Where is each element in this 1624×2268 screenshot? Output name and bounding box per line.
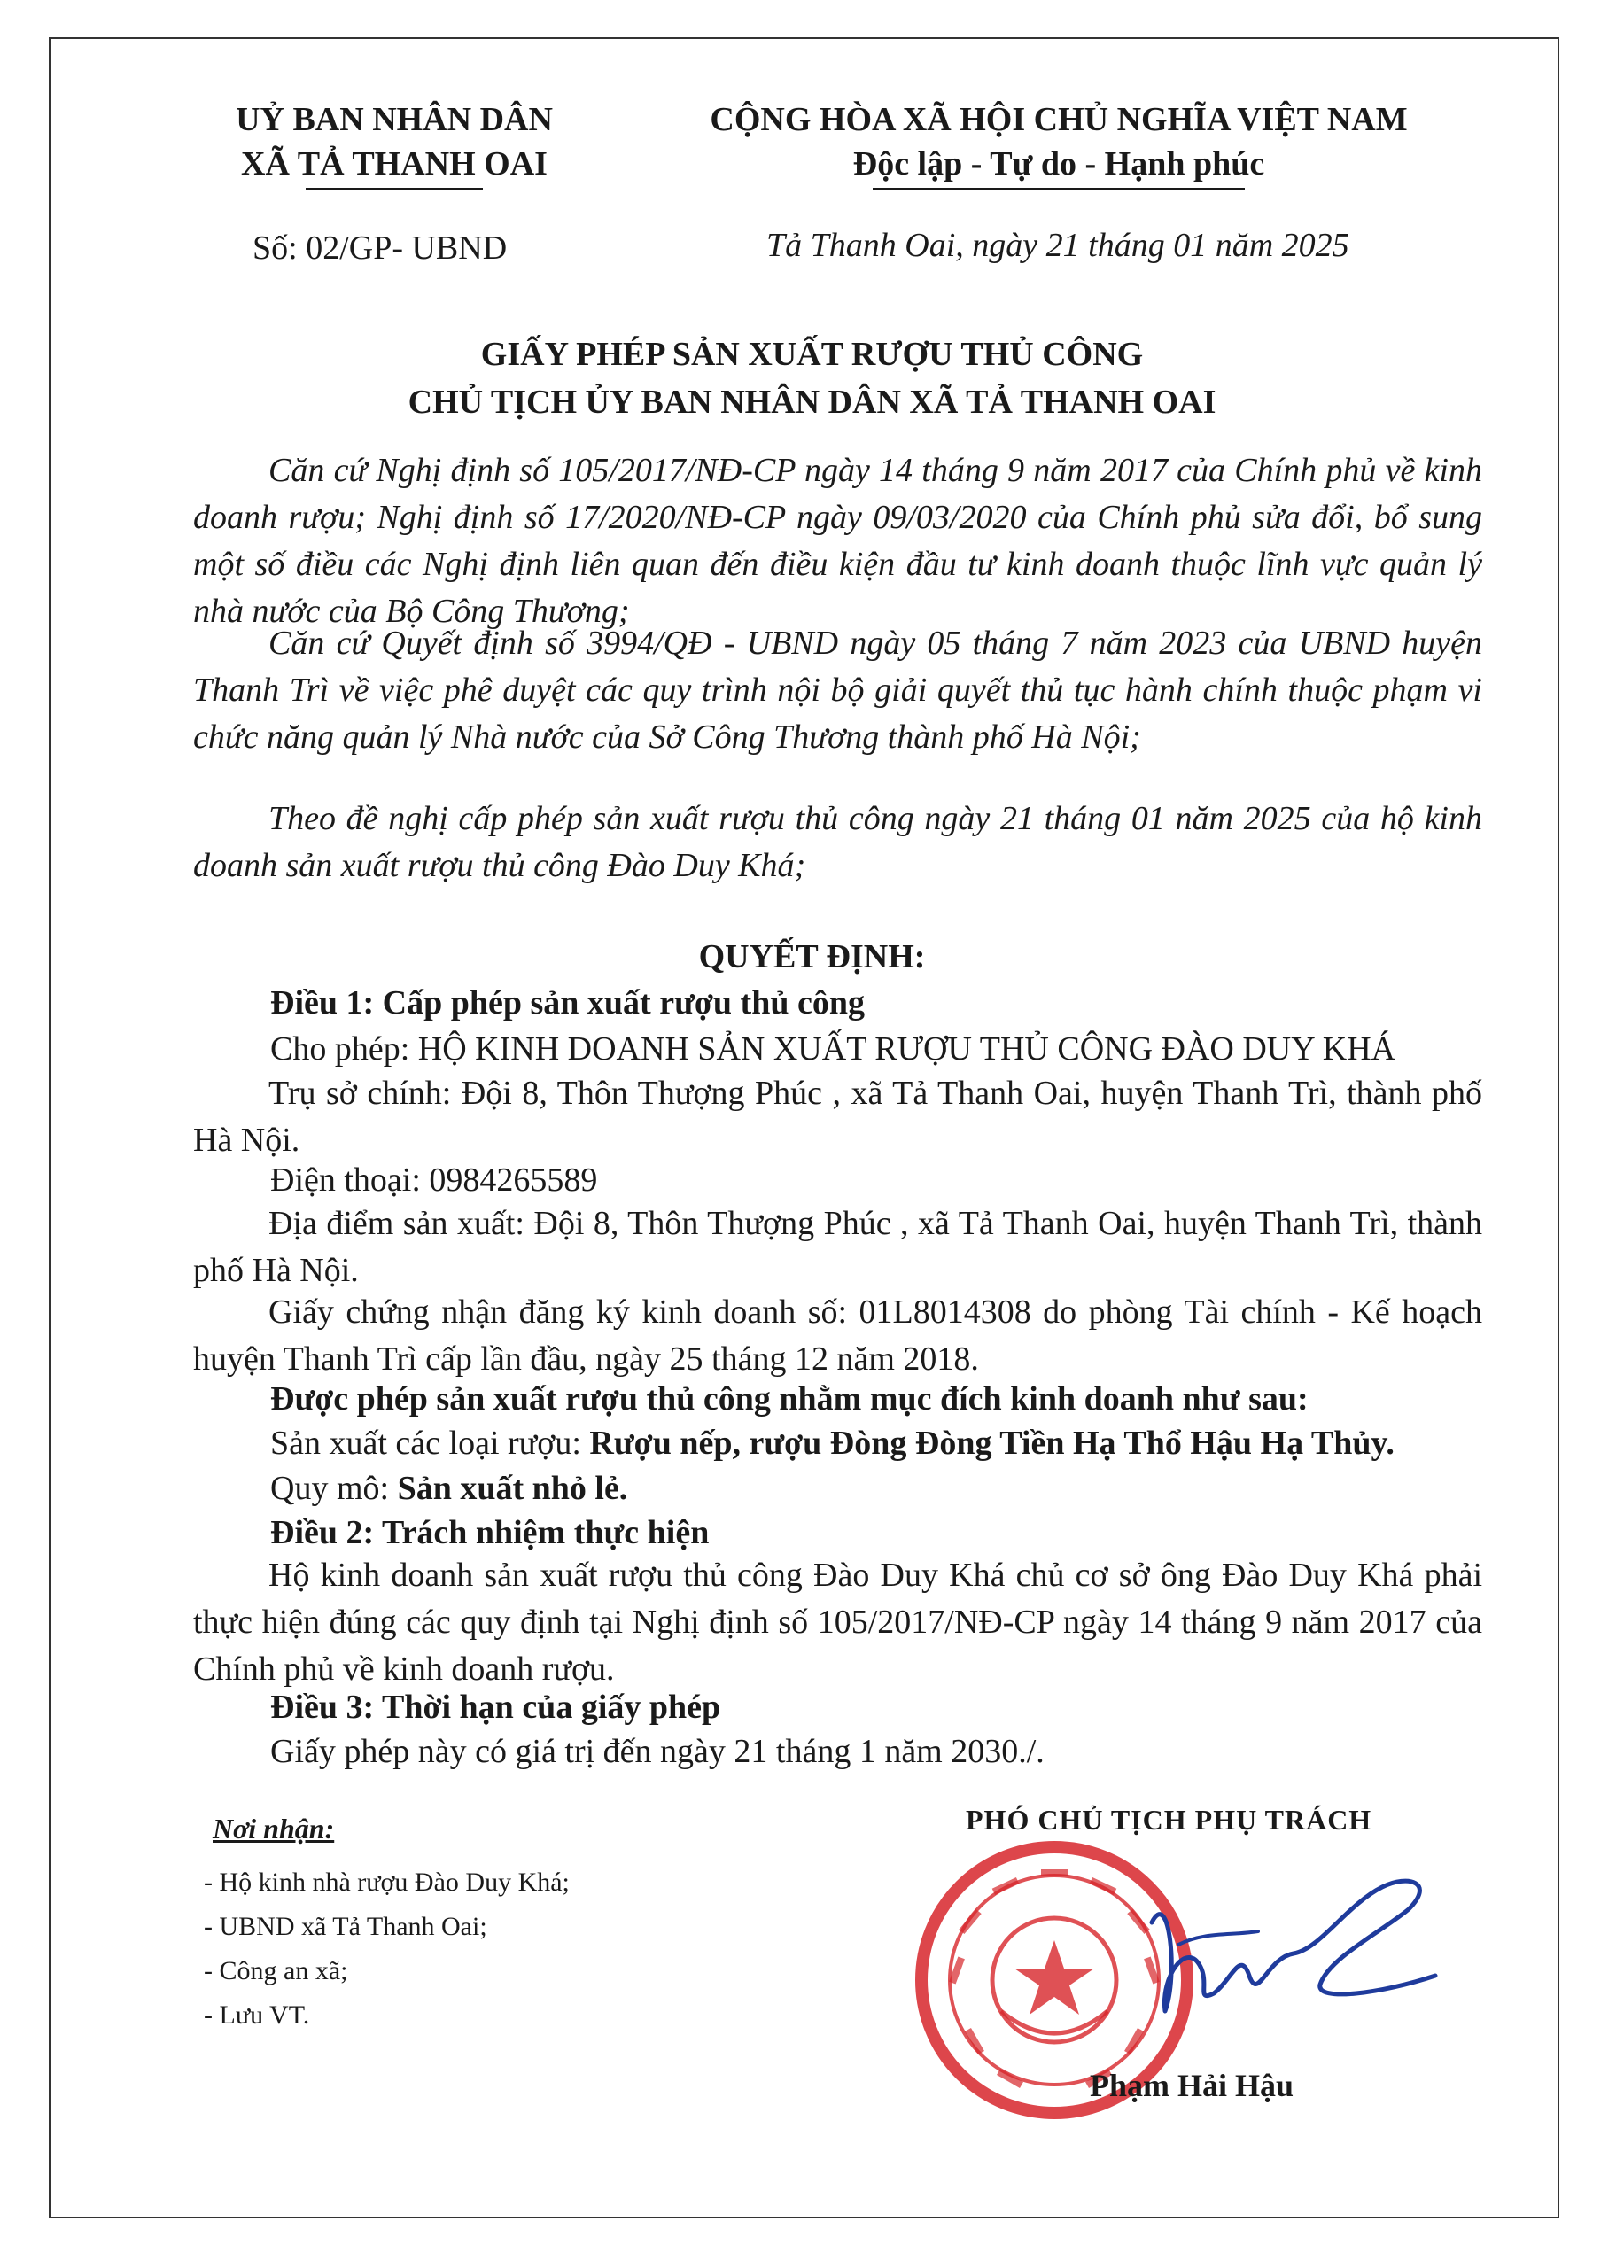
document-subtitle: CHỦ TỊCH ỦY BAN NHÂN DÂN XÃ TẢ THANH OAI [408,384,1216,421]
national-title: CỘNG HÒA XÃ HỘI CHỦ NGHĨA VIỆT NAM [710,101,1408,138]
handwritten-signature [1116,1869,1453,2047]
authority-line-2: XÃ TẢ THANH OAI [241,145,548,183]
phone-number: Điện thoại: 0984265589 [270,1161,598,1199]
issuing-authority [204,97,585,186]
national-motto: Độc lập - Tự do - Hạnh phúc [852,145,1265,183]
scale-label: Quy mô: [270,1470,398,1507]
article-2-title: Điều 2: Trách nhiệm thực hiện [270,1514,710,1551]
signer-title: PHÓ CHỦ TỊCH PHỤ TRÁCH [966,1804,1372,1836]
recipient-item: - Hộ kinh nhà rượu Đào Duy Khá; [204,1868,570,1897]
recipient-item: - Lưu VT. [204,2000,310,2030]
products-value: Rượu nếp, rượu Đòng Đòng Tiền Hạ Thổ Hậu Hạ Thủy. [589,1425,1395,1462]
article-3-title: Điều 3: Thời hạn của giấy phép [270,1689,721,1726]
signer-name: Phạm Hải Hậu [1090,2068,1294,2103]
products-line [270,1424,1395,1463]
business-certificate: Giấy chứng nhận đăng ký kinh doanh số: 01L8014308 do phòng Tài chính - Kế hoạch huyện Thanh Trì cấp lần đầu, ngày 25 tháng 12 năm 2018. [193,1293,1482,1378]
national-heading [651,97,1466,186]
scale-value: Sản xuất nhỏ lẻ. [397,1470,628,1507]
article-3-text: Giấy phép này có giá trị đến ngày 21 tháng 1 năm 2030./. [270,1733,1045,1770]
document-number: Số: 02/GP- UBND [253,229,508,267]
recipients-list [204,1860,570,2038]
production-site: Địa điểm sản xuất: Đội 8, Thôn Thượng Phúc , xã Tả Thanh Oai, huyện Thanh Trì, thành phố Hà Nội. [193,1205,1482,1289]
document-date: Tả Thanh Oai, ngày 21 tháng 01 năm 2025 [766,227,1349,264]
document-title: GIẤY PHÉP SẢN XUẤT RƯỢU THỦ CÔNG [480,336,1144,373]
headquarters-address: Trụ sở chính: Đội 8, Thôn Thượng Phúc , xã Tả Thanh Oai, huyện Thanh Trì, thành phố Hà Nội. [193,1075,1482,1159]
article-1-title: Điều 1: Cấp phép sản xuất rượu thủ công [270,984,865,1021]
products-label: Sản xuất các loại rượu: [270,1425,590,1462]
article-2-text: Hộ kinh doanh sản xuất rượu thủ công Đào Duy Khá chủ cơ sở ông Đào Duy Khá phải thực hiện đúng các quy định tại Nghị định số 105/2017/NĐ-CP ngày 14 tháng 9 năm 2017 của Chính phủ về kinh doanh rượu. [193,1557,1482,1688]
authority-line-1: UỶ BAN NHÂN DÂN [236,101,553,138]
preamble-paragraph-3: Theo đề nghị cấp phép sản xuất rượu thủ công ngày 21 tháng 01 năm 2025 của hộ kinh doanh sản xuất rượu thủ công Đào Duy Khá; [193,800,1482,884]
allowed-production-heading: Được phép sản xuất rượu thủ công nhằm mục đích kinh doanh như sau: [270,1380,1309,1418]
permit-holder: Cho phép: HỘ KINH DOANH SẢN XUẤT RƯỢU THỦ CÔNG ĐÀO DUY KHÁ [270,1030,1396,1068]
preamble-paragraph-1: Căn cứ Nghị định số 105/2017/NĐ-CP ngày 14 tháng 9 năm 2017 của Chính phủ về kinh doanh rượu; Nghị định số 17/2020/NĐ-CP ngày 09/03/2020 của Chính phủ sửa đổi, bổ sung một số điều các Nghị định liên quan đến điều kiện đầu tư kinh doanh thuộc lĩnh vực quản lý nhà nước của Bộ Công Thương; [193,452,1482,630]
scale-line [270,1469,627,1508]
authority-underline [306,188,483,190]
recipients-heading: Nơi nhận: [213,1813,335,1845]
preamble-paragraph-2: Căn cứ Quyết định số 3994/QĐ - UBND ngày 05 tháng 7 năm 2023 của UBND huyện Thanh Trì về việc phê duyệt các quy trình nội bộ giải quyết thủ tục hành chính thuộc phạm vi chức năng quản lý Nhà nước của Sở Công Thương thành phố Hà Nội; [193,625,1482,756]
motto-underline [873,188,1245,190]
recipient-item: - UBND xã Tả Thanh Oai; [204,1912,487,1941]
decision-heading: QUYẾT ĐỊNH: [698,938,926,975]
recipient-item: - Công an xã; [204,1956,348,1985]
